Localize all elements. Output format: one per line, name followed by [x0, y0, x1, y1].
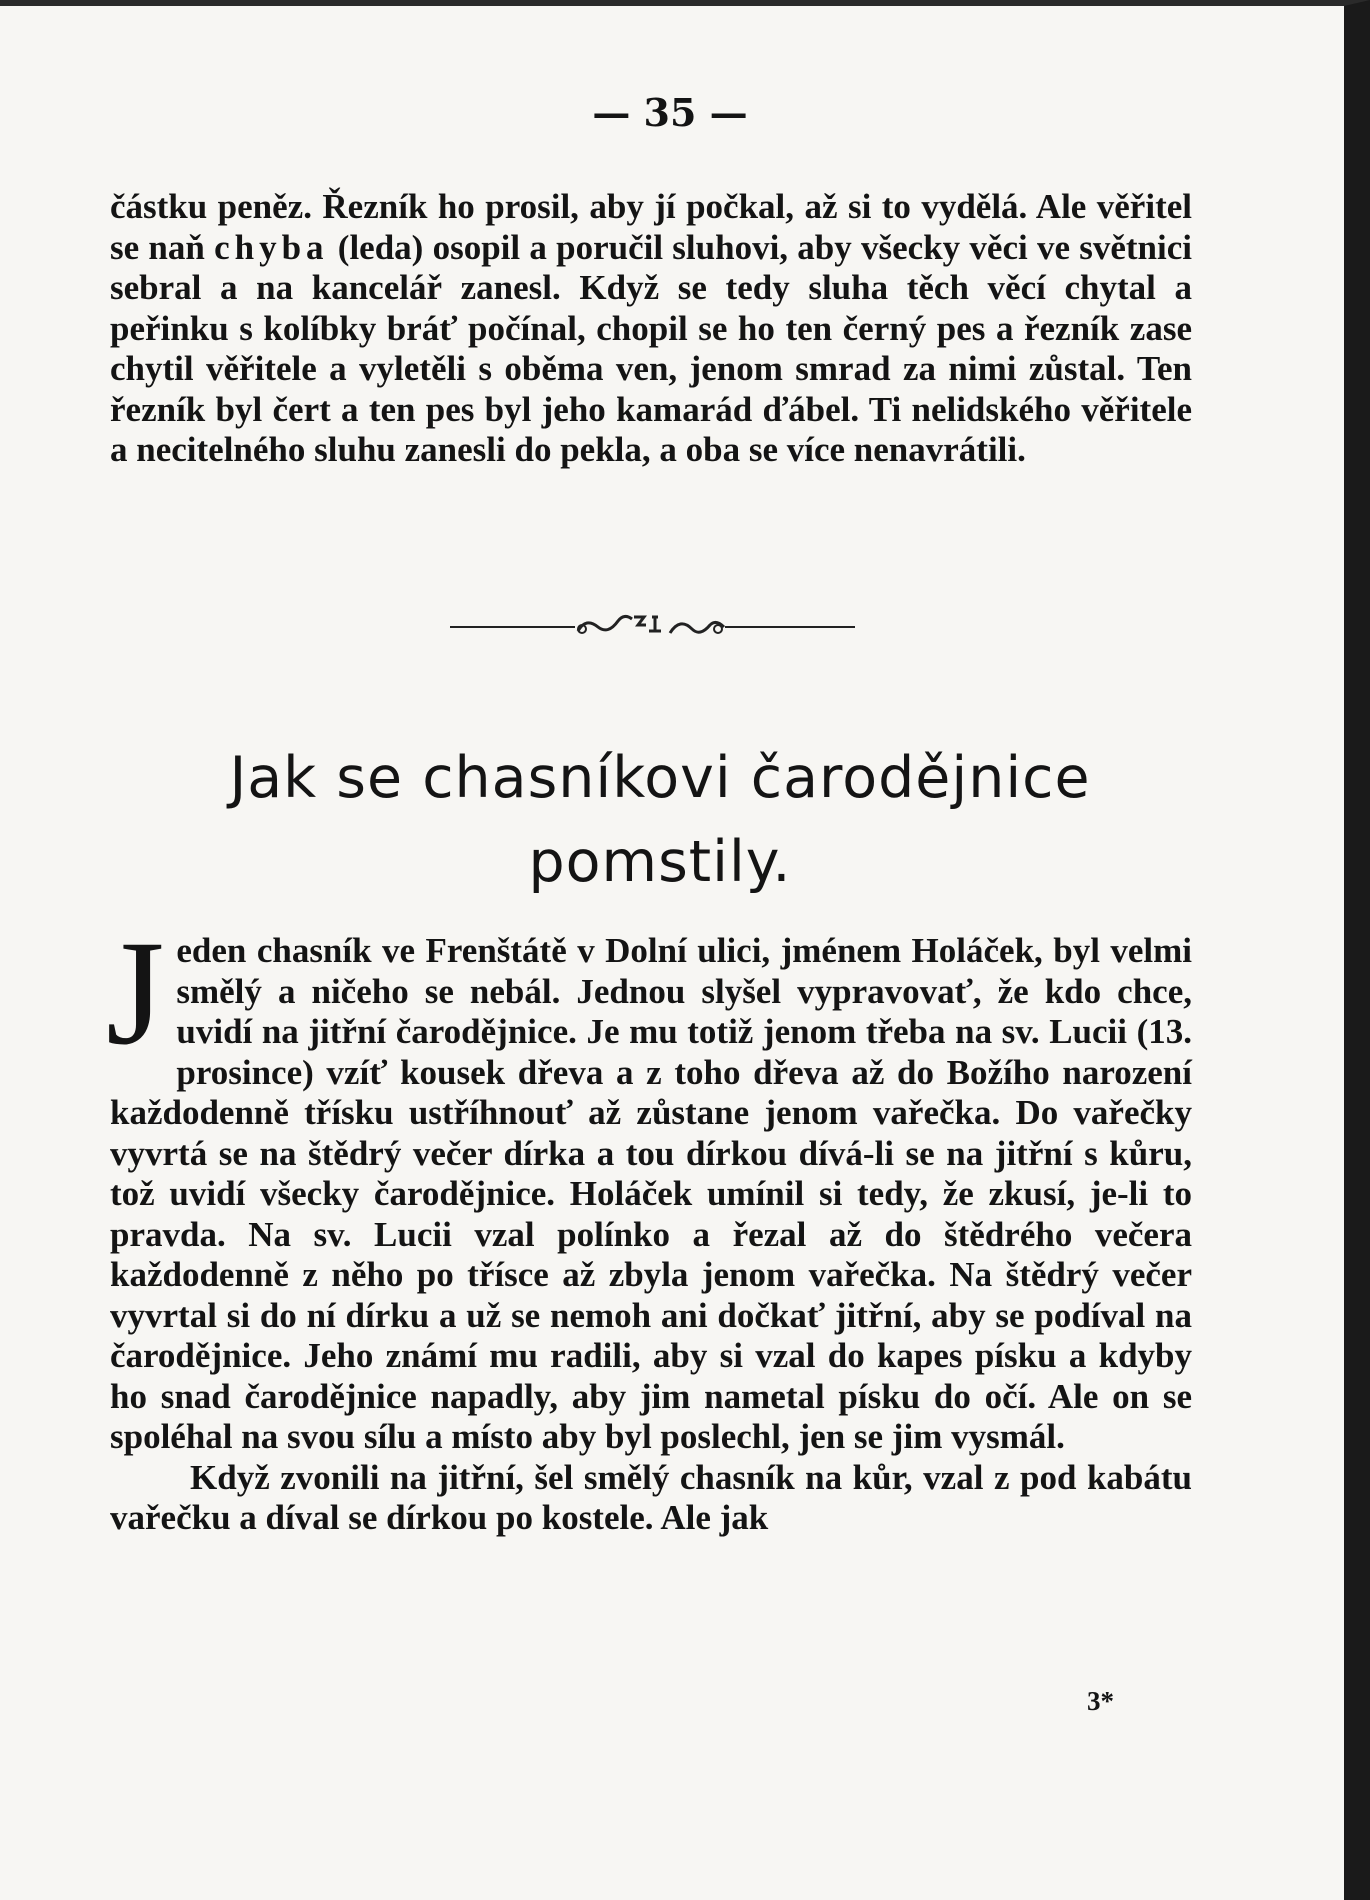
story-paragraph-2: Když zvonili na jitřní, šel smělý chasník na kůr, vzal z pod kabátu vařečku a díval se dírkou po kostele. Ale jak — [110, 1457, 1192, 1537]
previous-story-ending — [110, 187, 1192, 471]
page-number: — 35 — — [592, 90, 748, 135]
previous-story-paragraph — [110, 187, 1192, 471]
story-title: Jak se chasníkovi čarodějnice pomstily. — [229, 745, 1091, 895]
story-paragraph-1 — [106, 910, 1192, 1458]
text-after-emphasis: (leda) osopil a poručil sluhovi, aby všecky věci ve světnici sebral a na kancelář zanesl. Když se tedy sluha těch věcí chytal a peřinku s kolíbky bráť počínal, chopil se ho ten černý pes a řezník zase chytil věřitele a vyletěli s oběma ven, jenom smrad za nimi zůstal. Ten řezník byl čert a ten pes byl jeho kamarád ďábel. Ti nelidského věřitele a necitelného sluhu zanesli do pekla, a oba se více nenavrátili. — [110, 227, 1192, 469]
drop-cap: J — [106, 910, 165, 1076]
story-paragraph-1-text: eden chasník ve Frenštátě v Dolní ulici, jménem Holáček, byl velmi smělý a ničeho se nebál. Jednou slyšel vypravovať, že kdo chce, uvidí na jitřní čarodějnice. Je mu totiž jenom třeba na sv. Lucii (13. prosince) vzíť kousek dřeva a z toho dřeva až do Božího narození každodenně třísku ustříhnouť až zůstane jenom vařečka. Do vařečky vyvrtá se na štědrý večer dírka a tou dírkou dívá-li se na jitřní s kůru, tož uvidí všecky čarodějnice. Holáček umínil si tedy, že zkusí, je-li to pravda. Na sv. Lucii vzal polínko a řezal až do štědrého večera každodenně z něho po třísce až zbyla jenom vařečka. Na štědrý večer vyvrtal si do ní dírku a už se nemoh ani dočkať jitřní, aby se podíval na čarodějnice. Jeho známí mu radili, aby si vzal do kapes písku a kdyby ho snad čarodějnice napadly, aby jim nametal písku do očí. Ale on se spoléhal na svou sílu a místo aby byl poslechl, jen se jim vysmál. — [110, 931, 1192, 1456]
signature-mark: 3* — [1087, 1686, 1114, 1716]
ornamental-divider — [450, 607, 855, 647]
emphasized-word: chyba — [214, 227, 329, 267]
story-body — [106, 910, 1192, 1539]
text-before-emphasis: částku peněz. Řezník ho prosil, aby jí počkal, až si to vydělá. Ale věřitel se naň — [110, 187, 1192, 267]
